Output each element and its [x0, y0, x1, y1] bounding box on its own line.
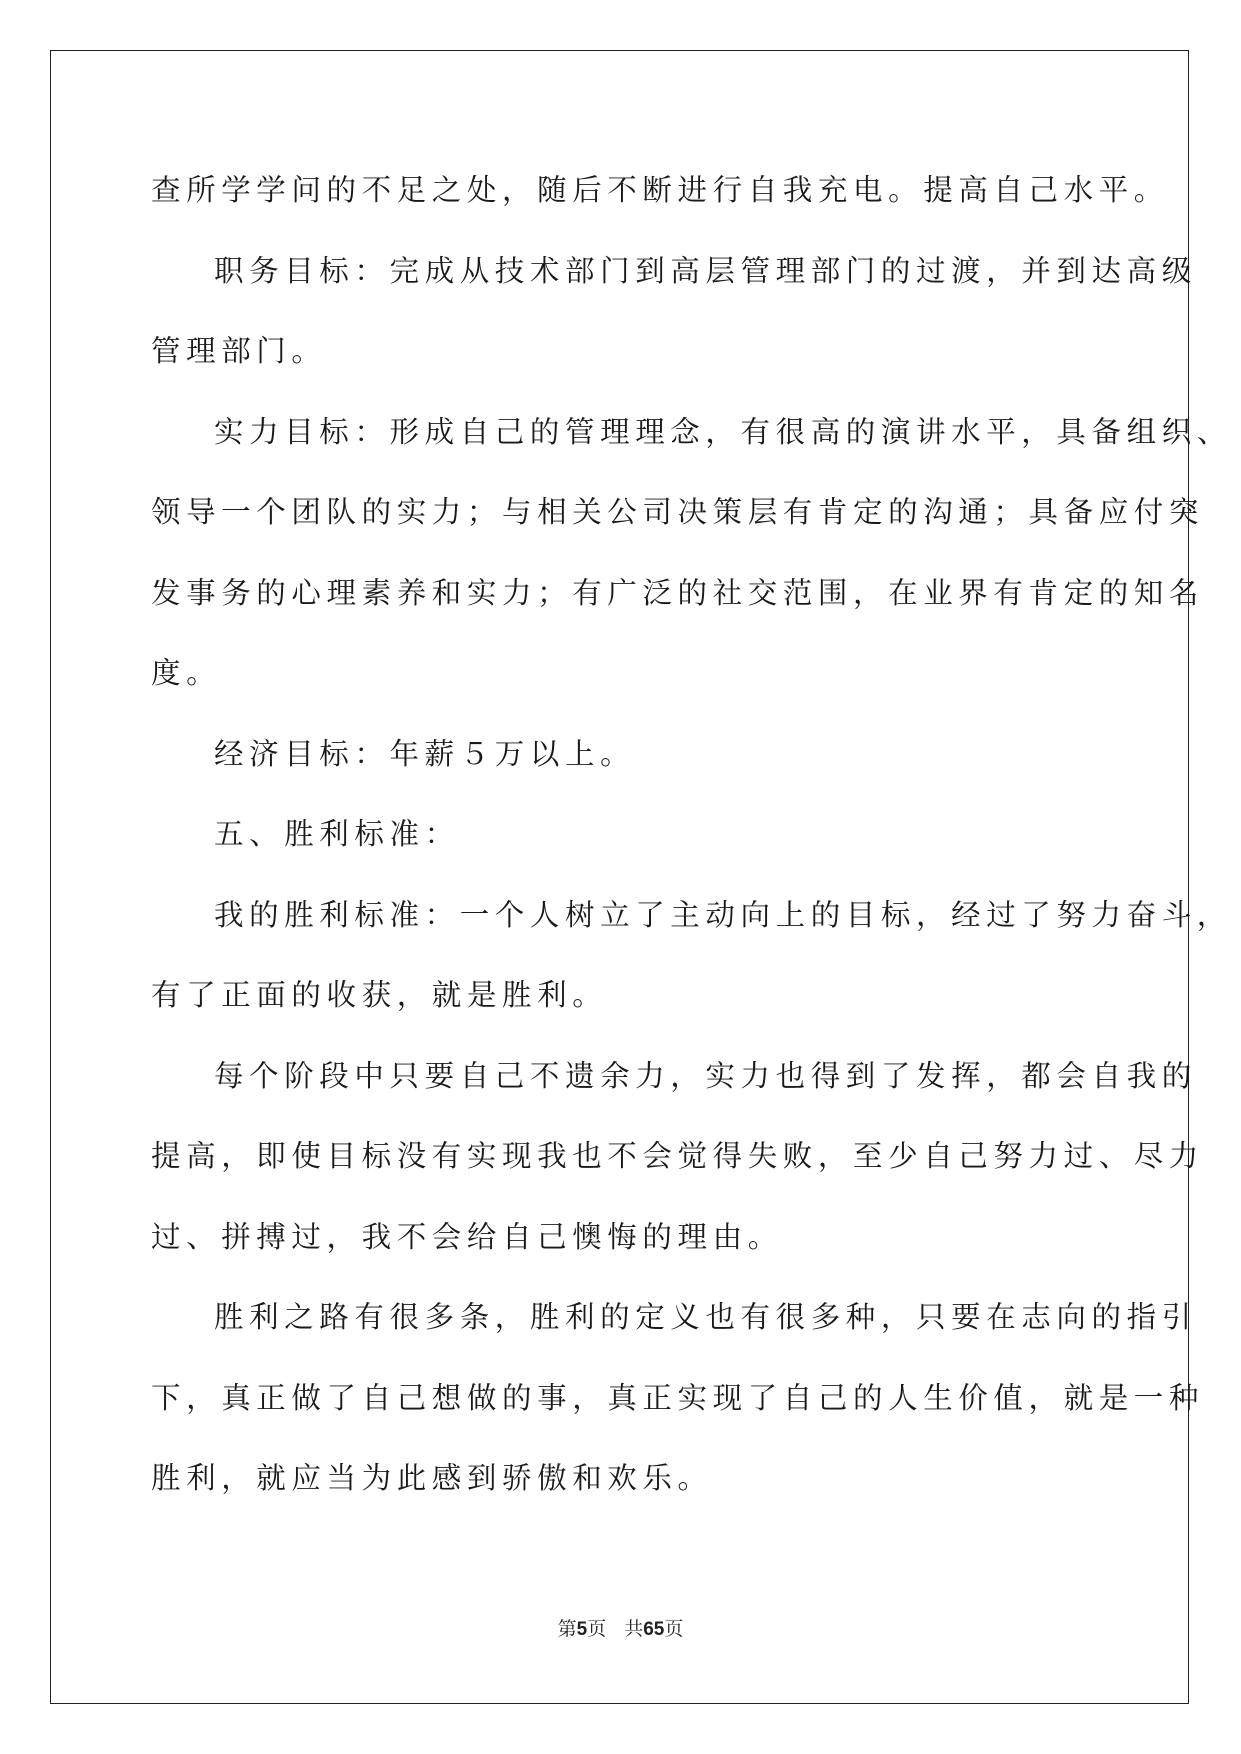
- text-line: 我的胜利标准：一个人树立了主动向上的目标，经过了努力奋斗，: [214, 897, 1232, 932]
- text-line: 经济目标：年薪５万以上。: [214, 736, 636, 771]
- text-line: 查所学学问的不足之处，随后不断进行自我充电。提高自己水平。: [151, 173, 1169, 207]
- total-suffix: 页: [664, 1618, 684, 1640]
- text-line: 过、拼搏过，我不会给自己懊悔的理由。: [151, 1219, 783, 1254]
- total-pages: 65: [643, 1619, 665, 1640]
- text-line: 提高，即使目标没有实现我也不会觉得失败，至少自己努力过、尽力: [151, 1139, 1205, 1173]
- text-line: 下，真正做了自己想做的事，真正实现了自己的人生价值，就是一种: [151, 1380, 1205, 1415]
- text-line: 胜利，就应当为此感到骄傲和欢乐。: [151, 1461, 713, 1495]
- page-prefix: 第: [557, 1618, 577, 1640]
- text-line: 实力目标：形成自己的管理理念，有很高的演讲水平，具备组织、: [214, 414, 1232, 449]
- section-heading: 五、胜利标准：: [214, 817, 460, 851]
- page-footer: [0, 1614, 1241, 1641]
- text-line: 度。: [151, 656, 222, 690]
- page-number: 5: [576, 1619, 588, 1640]
- document-body: [151, 160, 1232, 1529]
- text-line: 职务目标：完成从技术部门到高层管理部门的过渡，并到达高级: [214, 253, 1197, 288]
- text-line: 发事务的心理素养和实力；有广泛的社交范围，在业界有肯定的知名: [151, 575, 1205, 610]
- text-line: 领导一个团队的实力；与相关公司决策层有肯定的沟通；具备应付突: [151, 495, 1205, 529]
- text-line: 管理部门。: [151, 334, 327, 368]
- page-suffix: 页: [587, 1618, 607, 1640]
- text-line: 有了正面的收获，就是胜利。: [151, 978, 608, 1012]
- text-line: 胜利之路有很多条，胜利的定义也有很多种，只要在志向的指引: [214, 1300, 1197, 1334]
- total-prefix: 共: [624, 1618, 644, 1640]
- text-line: 每个阶段中只要自己不遗余力，实力也得到了发挥，都会自我的: [214, 1058, 1197, 1093]
